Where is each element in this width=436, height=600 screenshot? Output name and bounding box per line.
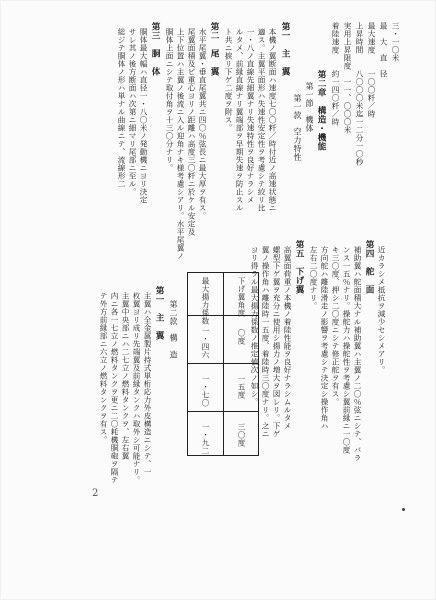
table-row-label: 最大揚力係数 bbox=[201, 277, 210, 325]
table-header-label: 下げ翼角度 bbox=[237, 277, 246, 317]
paragraph-line: 高翼面荷重ノ本機ノ着陸性能ヲ良好ナラシムルタメ bbox=[283, 246, 292, 430]
table-cell-value: 一・九二 bbox=[201, 423, 210, 455]
paragraph-line: 胴体最大幅ハ直径一・八〇米ノ発動機ニヨリ決定 bbox=[139, 28, 148, 204]
table-header-value: 〇度 bbox=[237, 329, 246, 345]
article-heading: 第二款 構 造 bbox=[169, 300, 178, 359]
paragraph-line: 総ジテ胴体ノ形ハ単ナル曲線ニテ、流線形二 bbox=[117, 28, 126, 188]
paragraph-line: 水平尾翼・垂直尾翼共ニ四〇％弦長ニ最大厚ヲ有ス。 bbox=[198, 28, 207, 220]
page-margin-number: 2 bbox=[92, 488, 99, 499]
paragraph-line: 内ニ各一七立ノ燃料タンクヲ更ニ二〇耗機胴砲ヲ隔テ bbox=[110, 292, 119, 484]
chapter-heading: 第二章 構造・機能 bbox=[316, 70, 326, 151]
paragraph-line: 左右二〇度ナリ。 bbox=[309, 246, 318, 310]
paragraph-line: 翼ノ操作角ハ離陸時一五度、着陸時三〇度ナリ。之ニ bbox=[261, 246, 270, 438]
table-header-value: 三〇度 bbox=[237, 423, 246, 447]
item-heading-fuselage: 第三 胴 体 bbox=[150, 22, 160, 76]
paragraph-line: 一・八ノ直線先細翼ナリ失速特性ヲ良好ナラシメ bbox=[246, 28, 255, 204]
article-heading: 第一款 空力特性 bbox=[293, 94, 302, 162]
spec-ceiling: 実用上昇限度 一一、〇〇〇米 bbox=[343, 22, 352, 134]
paragraph-line: 主翼中央部ニハ二七立ノ燃料タンクヲ、左右翼 bbox=[121, 292, 130, 460]
paragraph-line: キ三〇度、押シ二〇度ニシテ修正舵ヲ有ス。 bbox=[331, 246, 340, 406]
paragraph-line: 主翼ハ全金属製片持式単桁応力外皮構造ニシテ、一 bbox=[143, 292, 152, 476]
item-heading-wing-structure: 第一 主 翼 bbox=[154, 286, 164, 340]
spec-max-speed: 最大速度 一〇〇粁／時 bbox=[367, 22, 376, 118]
paragraph-line: 補助翼ハ舵面積大ナル補助翼ハ主翼ノ二〇％弦ニシテ、バラ bbox=[353, 246, 362, 462]
item-heading-main-wing: 第一 主 翼 bbox=[280, 22, 290, 76]
paragraph-line: 適ス。主翼平面形ハ失速性安定性ヲ考慮シテ絞リ比 bbox=[257, 28, 266, 212]
section-heading: 第一節 機体 bbox=[305, 82, 314, 133]
scan-dot bbox=[402, 508, 405, 511]
paragraph-line: テ外方前縁部ニ六立ノ燃料タンクヲ有ス。 bbox=[99, 292, 108, 444]
spec-max-diameter-label: 最 大 直 径 bbox=[379, 22, 388, 78]
paragraph-line: ンス一五％ナリ。操舵力ハ操舵性ヲ考慮シ翼前縁ニ一〇度 bbox=[342, 246, 351, 454]
paragraph-line: 方向舵ハ離陸滑走ノ影響ヲ考慮シテ決定シ操作角ハ bbox=[320, 246, 329, 430]
paragraph-line: サレ其ノ後方断面ハ次第ニ細マリ尾部ニ至ル。 bbox=[128, 28, 137, 196]
item-heading-tail: 第二 尾 翼 bbox=[209, 22, 219, 76]
paragraph-line: 尾翼面積及ビ重心ヨリノ距離ハ高度三〇粁ニ於ケル安定及 bbox=[187, 28, 196, 236]
paragraph-line: 近カラシメ抵抗ヲ減少セシメアリ。 bbox=[377, 246, 386, 374]
item-heading-flaps: 第五 下げ翼 bbox=[294, 240, 304, 294]
paragraph-line: ト共ニ捩リ下ゲ二度ヲ附ス。 bbox=[224, 28, 233, 132]
paragraph-line: 本機ノ翼断面ハ速度七〇〇粁／時付近ノ高速状態ニ bbox=[268, 28, 277, 212]
spec-max-diameter-value: 三・一〇米 bbox=[391, 22, 400, 62]
paragraph-line: 上下位置ハ主翼ノ後流ニ入ル迎角ナキ様考慮シアリ。水平尾翼ノ bbox=[176, 28, 185, 260]
table-cell-value: 一・四六 bbox=[201, 327, 210, 359]
spec-climb-time: 上昇時間 八〇〇〇米迄一二分一〇秒 bbox=[355, 22, 364, 166]
item-heading-control-surfaces: 第四 舵 面 bbox=[364, 240, 374, 294]
table-cell-value: 一・七〇 bbox=[201, 375, 210, 407]
spec-landing-speed: 着陸速度 約一四〇粁／時 bbox=[331, 22, 340, 126]
paragraph-line: ヨリ得ラル最大揚力係数ノ推定値次ノ如シ。 bbox=[250, 246, 259, 406]
table-header-value: 一五度 bbox=[237, 375, 246, 399]
paragraph-line: 螺型下ゲ翼ヲ充分ニ使用シ揚力ノ増大ヲ図レリ。下ゲ bbox=[272, 246, 281, 438]
lift-coefficient-table bbox=[187, 272, 259, 456]
paragraph-line: ルタメ、前縁直線ナリ翼端部ヲ早期失速ヲ防止スル bbox=[235, 28, 244, 212]
paragraph-line: 枚翼ヨリ成リ先端翼及前縁タンクハ取外シ可能ナリ。 bbox=[132, 292, 141, 484]
paragraph-line: 胴体上面ニシテ取付角ヲ十三〇分ナリ。 bbox=[165, 28, 174, 172]
